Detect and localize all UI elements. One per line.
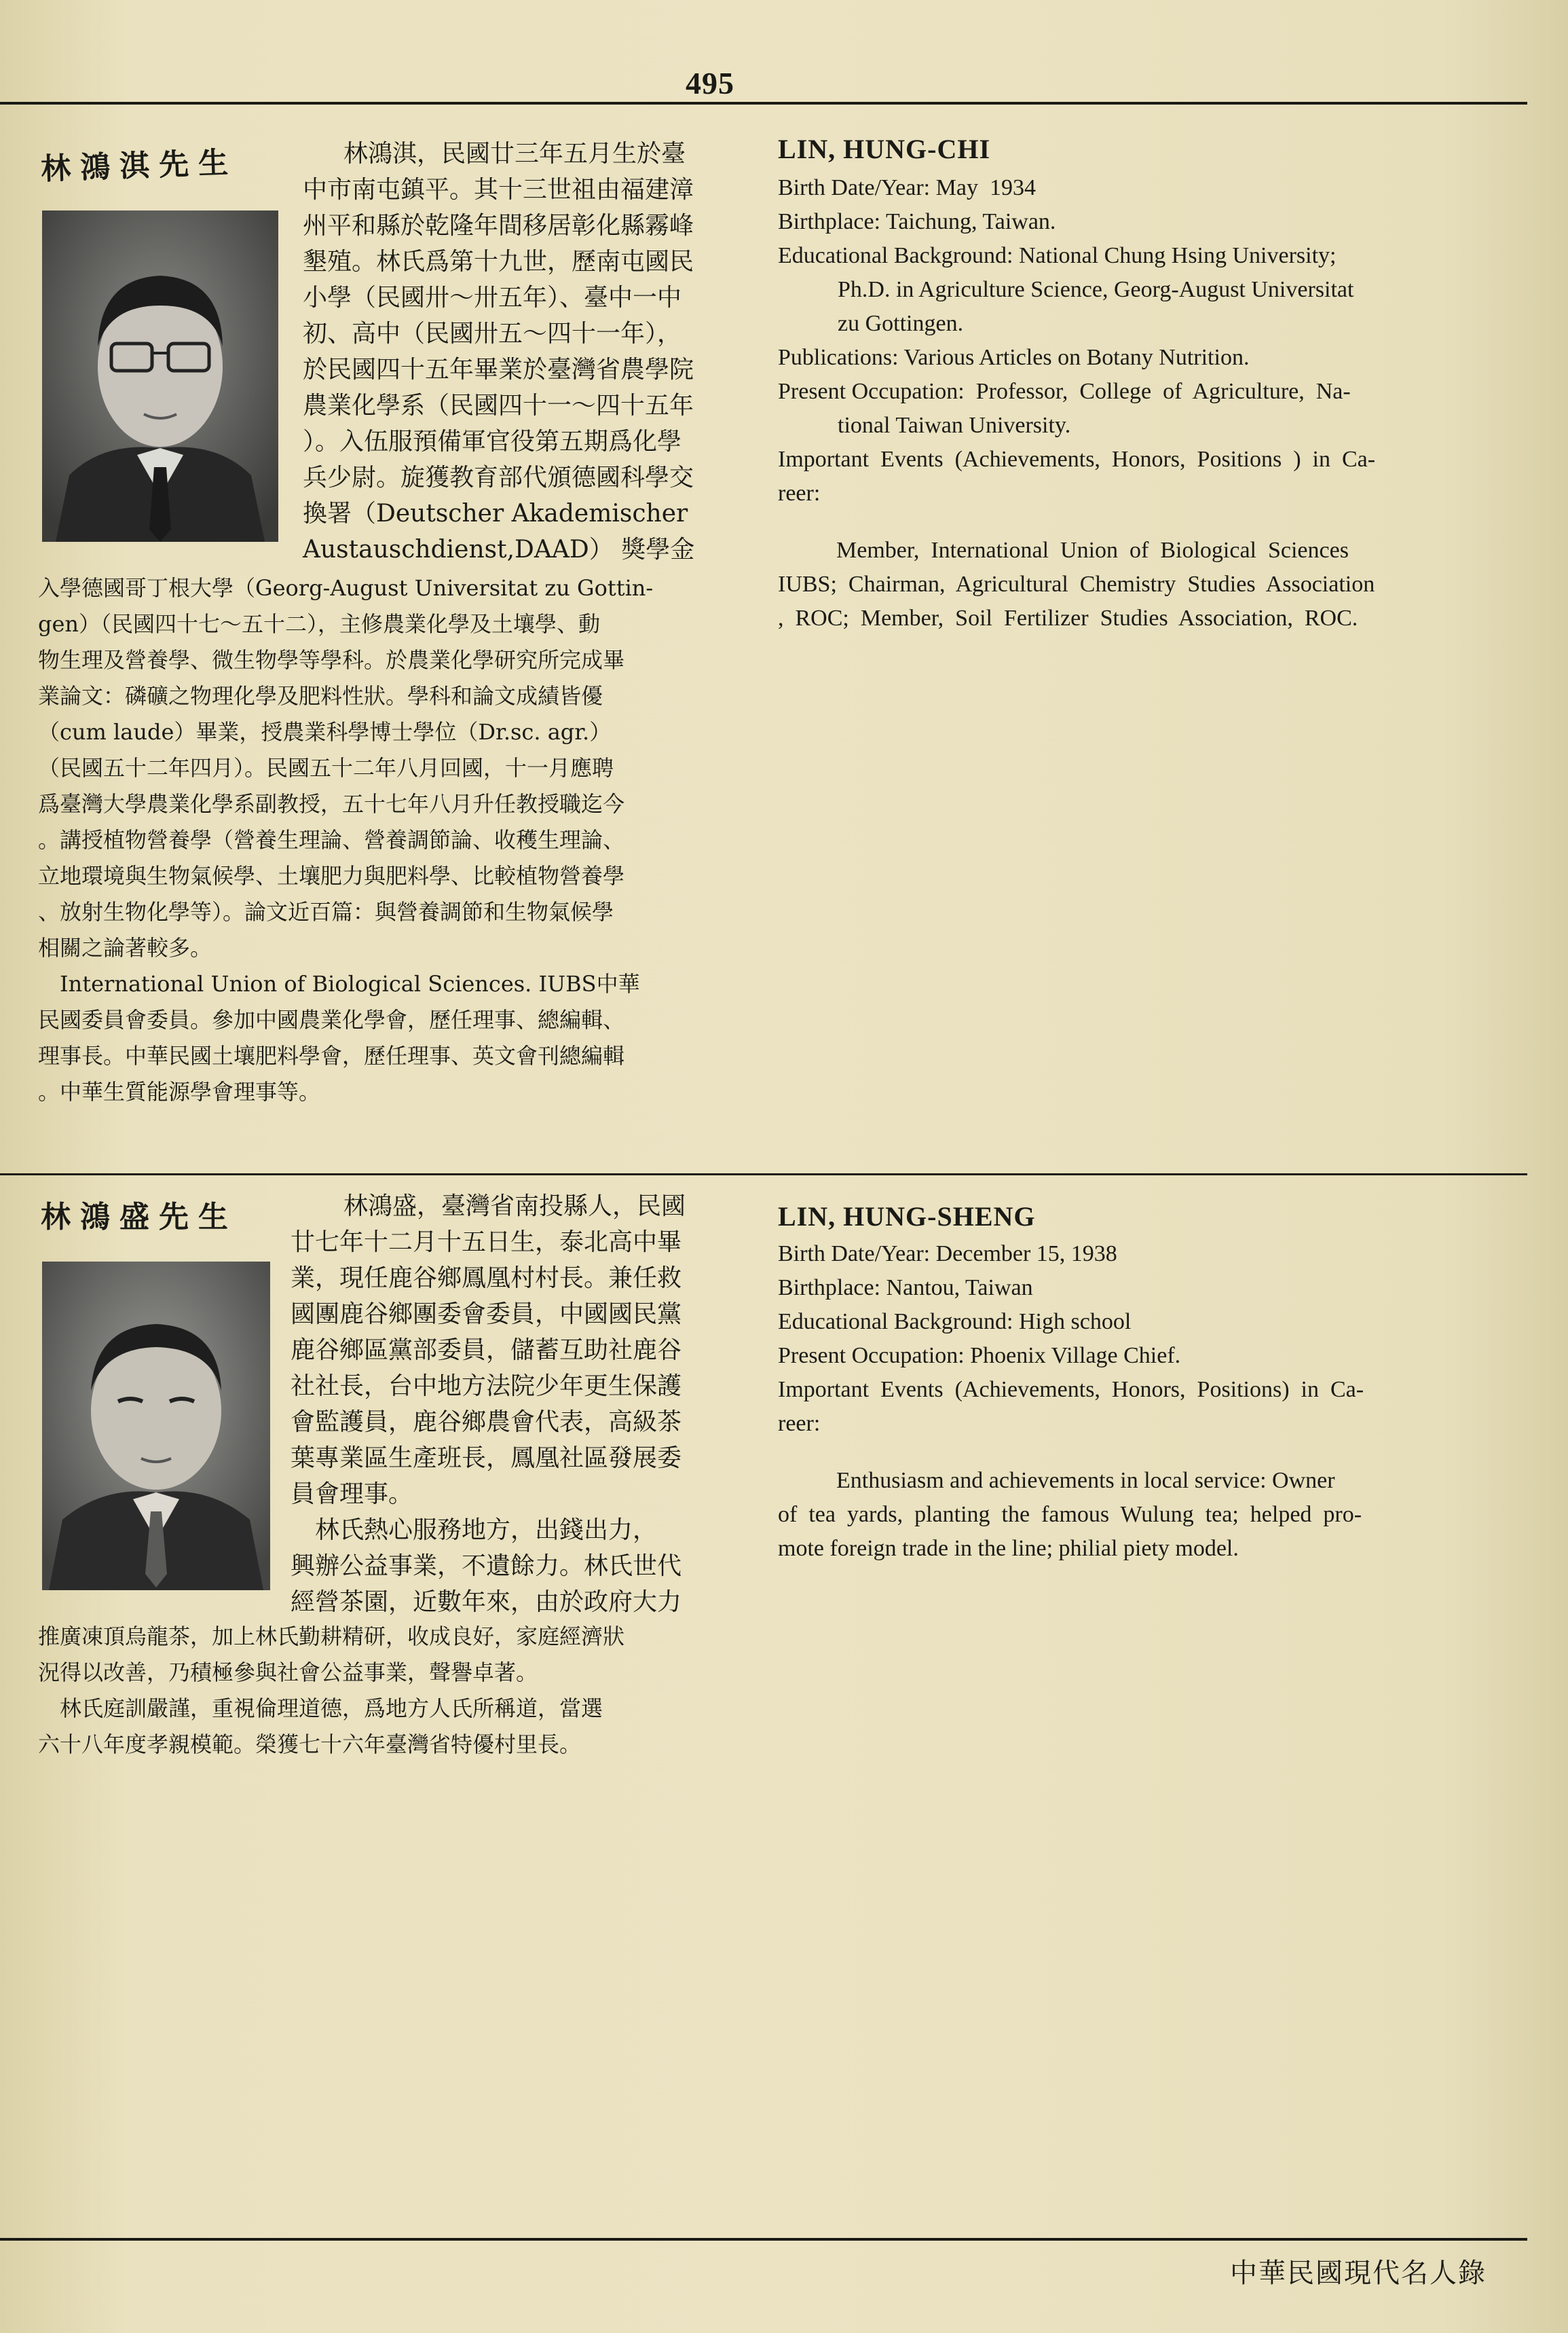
bio-line: 林鴻盛，臺灣省南投縣人，民國: [343, 1192, 686, 1220]
bio-line: 兵少尉。旋獲教育部代頒德國科學交: [303, 464, 694, 492]
bio-english-line: reer:: [778, 481, 821, 506]
bio-line: 於民國四十五年畢業於臺灣省農學院: [303, 356, 694, 384]
bio-english-line: Enthusiasm and achievements in local service: Owner: [836, 1468, 1335, 1493]
bio-chinese-wrapped: [291, 1188, 711, 1620]
book-title-footer: 中華民國現代名人錄: [1230, 2258, 1487, 2289]
bio-line: 葉專業區生產班長，鳳凰社區發展委: [291, 1444, 682, 1472]
bio-line: 初、高中（民國卅五～四十一年），: [303, 320, 682, 348]
bio-english-line: Birth Date/Year: December 15, 1938: [778, 1241, 1117, 1266]
bio-english-line: of tea yards, planting the famous Wulung tea; helped pro-: [778, 1502, 1362, 1527]
portrait-photo: [42, 1262, 270, 1590]
bio-english-line: tional Taiwan University.: [838, 413, 1071, 438]
bio-english-line: Important Events (Achievements, Honors, Positions) in Ca-: [778, 1377, 1364, 1402]
bottom-rule: [0, 2238, 1527, 2241]
bio-english: [778, 171, 1477, 636]
bio-line: 業，現任鹿谷鄉鳳凰村村長。兼任救: [291, 1264, 682, 1292]
entry-english-name: LIN, HUNG-CHI: [778, 134, 991, 164]
bio-line: Austauschdienst,DAAD） 獎學金: [303, 536, 695, 564]
bio-english-line: reer:: [778, 1411, 821, 1436]
bio-english-line: Publications: Various Articles on Botany Nutrition.: [778, 345, 1250, 370]
bio-line: 林鴻淇，民國廿三年五月生於臺: [343, 140, 686, 168]
bio-english-line: mote foreign trade in the line; philial piety model.: [778, 1536, 1239, 1561]
bio-line: International Union of Biological Sciences. IUBS中華: [38, 971, 640, 997]
entry-english-name: LIN, HUNG-SHENG: [778, 1201, 1036, 1232]
bio-line: 理事長。中華民國土壤肥料學會，歷任理事、英文會刊總編輯: [38, 1043, 625, 1069]
bio-line: 六十八年度孝親模範。榮獲七十六年臺灣省特優村里長。: [38, 1731, 582, 1757]
top-rule: [0, 102, 1527, 105]
bio-line: （民國五十二年四月）。民國五十二年八月回國，十一月應聘: [38, 755, 614, 781]
bio-english-line: Member, International Union of Biological Sciences: [836, 538, 1349, 563]
bio-line: 林氏庭訓嚴謹，重視倫理道德，爲地方人氏所稱道，當選: [38, 1695, 603, 1721]
bio-line: 相關之論著較多。: [38, 935, 212, 961]
bio-line: 州平和縣於乾隆年間移居彰化縣霧峰: [303, 212, 694, 240]
bio-line: 會監護員，鹿谷鄉農會代表，高級茶: [291, 1408, 682, 1436]
bio-english-line: [778, 511, 1477, 534]
bio-line: 換署（Deutscher Akademischer: [303, 500, 688, 528]
bio-english-line: Educational Background: National Chung Hsing University;: [778, 243, 1337, 268]
bio-line: 。講授植物營養學（營養生理論、營養調節論、收穫生理論、: [38, 827, 625, 853]
bio-line: 農業化學系（民國四十一～四十五年: [303, 392, 694, 420]
bio-line: 推廣凍頂烏龍茶，加上林氏勤耕精研，收成良好，家庭經濟狀: [38, 1623, 625, 1649]
bio-line: 經營茶園，近數年來，由於政府大力: [291, 1588, 682, 1616]
bio-line: 員會理事。: [291, 1480, 413, 1508]
portrait-photo: [42, 210, 278, 542]
bio-line: gen）（民國四十七～五十二），主修農業化學及土壤學、動: [38, 611, 601, 637]
page-number: 495: [686, 66, 734, 100]
entry-chinese-name: 林鴻盛先生: [41, 1200, 238, 1234]
bio-english-line: [778, 1441, 1477, 1464]
bio-english-line: IUBS; Chairman, Agricultural Chemistry Studies Association: [778, 572, 1375, 597]
bio-line: 民國委員會委員。參加中國農業化學會，歷任理事、總編輯、: [38, 1007, 625, 1033]
bio-english-line: Educational Background: High school: [778, 1309, 1132, 1334]
bio-line: 鹿谷鄉區黨部委員，儲蓄互助社鹿谷: [291, 1336, 682, 1364]
bio-english-line: Birthplace: Taichung, Taiwan.: [778, 209, 1056, 234]
bio-english-line: Ph.D. in Agriculture Science, Georg-August Universitat: [838, 277, 1354, 302]
bio-line: 中市南屯鎮平。其十三世祖由福建漳: [303, 176, 694, 204]
bio-english-line: Present Occupation: Professor, College of Agriculture, Na-: [778, 379, 1351, 404]
bio-line: 廿七年十二月十五日生，泰北高中畢: [291, 1228, 682, 1256]
entry-chinese-name: 林鴻淇先生: [40, 145, 238, 187]
bio-line: 。中華生質能源學會理事等。: [38, 1079, 321, 1105]
bio-english-line: Birthplace: Nantou, Taiwan: [778, 1275, 1033, 1300]
bio-line: 興辦公益事業，不遺餘力。林氏世代: [291, 1552, 682, 1580]
bio-english: [778, 1237, 1477, 1566]
bio-line: 國團鹿谷鄉團委會委員，中國國民黨: [291, 1300, 682, 1328]
section-divider: [0, 1173, 1527, 1175]
bio-line: 、放射生物化學等）。論文近百篇：與營養調節和生物氣候學: [38, 899, 614, 925]
bio-line: 墾殖。林氏爲第十九世，歷南屯國民: [303, 248, 694, 276]
bio-english-line: , ROC; Member, Soil Fertilizer Studies Association, ROC.: [778, 606, 1358, 631]
bio-english-line: zu Gottingen.: [838, 311, 964, 336]
bio-line: 小學（民國卅～卅五年）、臺中一中: [303, 284, 682, 312]
bio-chinese-full: [38, 570, 710, 1110]
bio-line: ）。入伍服預備軍官役第五期爲化學: [303, 428, 682, 456]
bio-line: 況得以改善，乃積極參與社會公益事業，聲譽卓著。: [38, 1659, 538, 1685]
bio-chinese-wrapped: [303, 136, 710, 568]
bio-chinese-full: [38, 1619, 710, 1763]
bio-line: （cum laude）畢業，授農業科學博士學位（Dr.sc. agr.）: [38, 719, 612, 745]
bio-line: 立地環境與生物氣候學、土壤肥力與肥料學、比較植物營養學: [38, 863, 625, 889]
bio-line: 物生理及營養學、微生物學等學科。於農業化學研究所完成畢: [38, 647, 625, 673]
bio-line: 業論文：磷礦之物理化學及肥料性狀。學科和論文成績皆優: [38, 683, 603, 709]
bio-line: 入學德國哥丁根大學（Georg-August Universitat zu Gottin-: [38, 575, 654, 601]
bio-line: 社社長，台中地方法院少年更生保護: [291, 1372, 682, 1400]
bio-line: 林氏熱心服務地方，出錢出力，: [291, 1516, 658, 1544]
bio-english-line: Important Events (Achievements, Honors, Positions ) in Ca-: [778, 447, 1376, 472]
bio-english-line: Birth Date/Year: May 1934: [778, 175, 1036, 200]
bio-line: 爲臺灣大學農業化學系副教授，五十七年八月升任教授職迄今: [38, 791, 625, 817]
bio-english-line: Present Occupation: Phoenix Village Chief.: [778, 1343, 1181, 1368]
